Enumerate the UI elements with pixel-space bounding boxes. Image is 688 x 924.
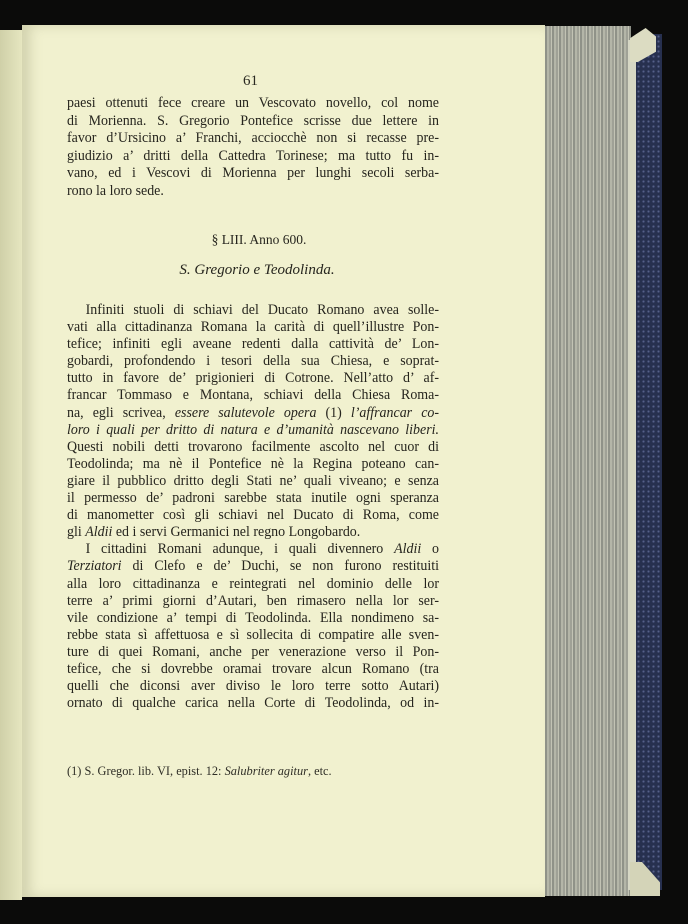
text-segment: gli xyxy=(67,524,86,541)
text-segment: rebbe stata sì affettuosa e sì sollecita di compatire alle sven- xyxy=(67,626,439,643)
text-segment: tutto in favore de’ prigionieri di Cotrone. Nell’atto d’ af- xyxy=(67,370,439,387)
text-line xyxy=(67,439,439,456)
text-segment: vati alla cittadinanza Romana la carità di quell’illustre Pon- xyxy=(67,319,439,336)
text-segment: Infiniti stuoli di schiavi del Ducato Romano avea solle- xyxy=(85,302,439,318)
text-segment: giare il pubblico dritto degli Stati ne’ quali viveano; e senza xyxy=(67,472,439,489)
text-segment: (1) xyxy=(316,404,351,421)
section-heading xyxy=(0,232,688,248)
footnote xyxy=(67,763,332,779)
text-line xyxy=(67,405,439,422)
text-line xyxy=(67,387,439,404)
text-segment: vile condizione a’ tempi di Teodolinda. Ella nondimeno sa- xyxy=(67,609,439,626)
italic-text: essere salutevole opera xyxy=(174,404,317,421)
text-segment: gobardi, profondendo i tesori della sua Chiesa, e soprat- xyxy=(67,353,439,370)
italic-text: Terziatori xyxy=(67,558,122,575)
page-fore-edge-highlight xyxy=(628,40,636,890)
text-segment: o xyxy=(421,541,439,558)
text-line xyxy=(67,130,439,148)
text-segment: tefice; infiniti egli aveane redenti dalla cattività de’ Lon- xyxy=(67,336,439,353)
text-line xyxy=(67,95,439,113)
paragraph-3 xyxy=(67,541,439,712)
text-segment: paesi ottenuti fece creare un Vescovato novello, col nome xyxy=(67,95,439,111)
text-segment: tefice, che si dovrebbe oramai trovare alcun Romano (tra xyxy=(67,660,439,677)
text-line xyxy=(67,695,439,712)
text-segment: ornato di qualche carica nella Corte di Teodolinda, od in- xyxy=(67,695,439,712)
text-segment: Questi nobili detti trovarono facilmente ascolto nel cuor di xyxy=(67,438,439,455)
text-line xyxy=(67,148,439,166)
text-line xyxy=(67,370,439,387)
text-line xyxy=(67,490,439,507)
text-segment: (1) S. Gregor. lib. VI, epist. 12: xyxy=(67,763,225,778)
text-segment: di Morienna. S. Gregorio Pontefice scrisse due lettere in xyxy=(67,112,439,129)
italic-text: Aldii xyxy=(85,524,113,541)
page-number: 61 xyxy=(243,73,258,89)
text-line xyxy=(67,627,439,644)
text-line xyxy=(67,113,439,131)
text-segment: francar Tommaso e Montana, schiavi della Chiesa Roma- xyxy=(67,387,439,404)
text-segment: I cittadini Romani adunque, i quali divennero xyxy=(85,541,395,558)
text-line xyxy=(67,678,439,695)
text-segment: Teodolinda; ma nè il Pontefice nè la Regina poteano can- xyxy=(67,455,439,472)
text-segment: na, egli scrivea, xyxy=(67,404,175,421)
text-segment: ture di quei Romani, anche per venerazione verso il Pon- xyxy=(67,643,439,660)
text-line xyxy=(67,353,439,370)
text-segment: quelli che diconsi aver diviso le loro terre sotto Autari) xyxy=(67,678,439,695)
italic-text: l’affrancar co- xyxy=(350,404,440,421)
text-segment: di Clefo e de’ Duchi, se non furono restituiti xyxy=(121,558,440,575)
text-line xyxy=(67,165,439,183)
text-segment: di manometter così gli schiavi nel Ducato di Roma, come xyxy=(67,507,439,524)
text-line xyxy=(67,593,439,610)
text-segment: vano, ed i Vescovi di Morienna per lunghi secoli serba- xyxy=(67,165,439,182)
text-line xyxy=(67,610,439,627)
text-line xyxy=(67,302,439,319)
paragraph-2 xyxy=(67,302,439,541)
text-line xyxy=(67,456,439,473)
paragraph-1 xyxy=(67,95,439,201)
text-line xyxy=(67,507,439,524)
text-line xyxy=(67,644,439,661)
text-segment: rono la loro sede. xyxy=(67,182,164,199)
italic-text: Salubriter agitur xyxy=(224,763,308,778)
text-line xyxy=(67,319,439,336)
text-line xyxy=(67,524,439,541)
text-segment: alla loro cittadinanza e reintegrati nel dominio delle lor xyxy=(67,575,439,592)
page-fore-edges xyxy=(545,26,631,896)
text-line xyxy=(67,661,439,678)
text-segment: ed i servi Germanici nel regno Longobardo. xyxy=(112,524,361,541)
text-line xyxy=(67,558,439,575)
text-segment: favor d’Ursicino a’ Franchi, acciocchè non si recasse pre- xyxy=(67,130,439,147)
text-line xyxy=(67,541,439,558)
book-cover-cloth xyxy=(636,34,662,890)
section-heading-text: § LIII. Anno 600. xyxy=(211,232,307,247)
italic-text: loro i quali per dritto di natura e d’umanità nascevano liberi. xyxy=(67,421,439,438)
text-segment: giudizio a’ dritti della Cattedra Torinese; ma tutto fu in- xyxy=(67,147,439,164)
text-line xyxy=(67,336,439,353)
section-title xyxy=(0,261,688,279)
previous-page-edge xyxy=(0,30,22,900)
text-line xyxy=(67,183,439,201)
body-text xyxy=(67,302,439,712)
section-title-text: S. Gregorio e Teodolinda. xyxy=(179,262,335,278)
text-segment: terre a’ primi giorni d’Autari, ben rimasero nella lor ser- xyxy=(67,592,439,609)
text-segment: , etc. xyxy=(307,763,332,778)
italic-text: Aldii xyxy=(394,541,422,558)
text-line xyxy=(67,576,439,593)
text-line xyxy=(67,422,439,439)
text-line xyxy=(67,473,439,490)
text-segment: il permesso de’ padroni sarebbe stata inutile ogni speranza xyxy=(67,490,439,507)
